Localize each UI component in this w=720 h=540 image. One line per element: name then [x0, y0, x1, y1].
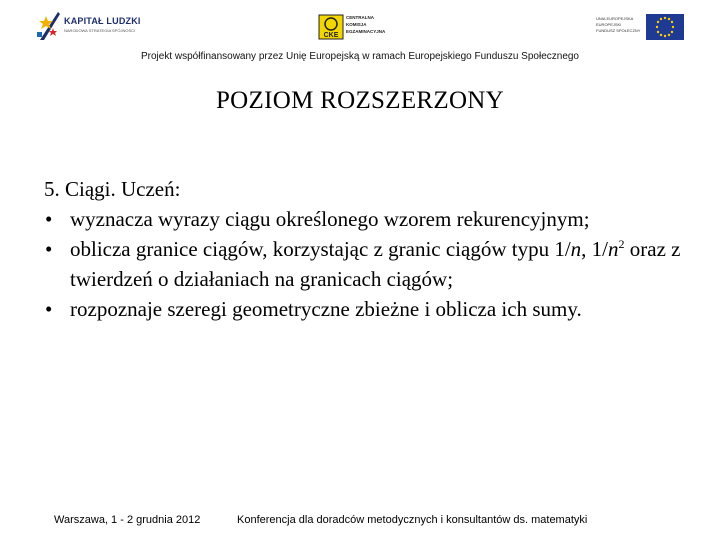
bullet-text: wyznacza wyrazy ciągu określonego wzorem rekurencyjnym; [70, 207, 590, 231]
list-item [44, 204, 684, 234]
kapital-ludzki-title: KAPITAŁ LUDZKI [64, 16, 141, 26]
bullet-text-part: oraz z twierdzeń o działaniach na granicach ciągów; [70, 237, 681, 291]
math-exponent: 2 [618, 237, 625, 251]
logo-bar [0, 0, 720, 48]
funding-note: Projekt współfinansowany przez Unię Europejską w ramach Europejskiego Funduszu Społecznego [140, 51, 579, 62]
eu-logo-text: UNIA EUROPEJSKA EUROPEJSKI FUNDUSZ SPOŁECZNY [596, 16, 641, 33]
eu-logo [592, 12, 684, 42]
footer [0, 514, 720, 532]
kapital-ludzki-subtitle: NARODOWA STRATEGIA SPÓJNOŚCI [64, 28, 136, 33]
bullet-list [44, 204, 684, 324]
slide-heading: POZIOM ROZSZERZONY [215, 87, 505, 114]
kapital-ludzki-logo [36, 10, 156, 44]
math-variable-n: n [608, 237, 619, 261]
cke-badge-text: CKE [323, 32, 339, 39]
eu-flag-icon [646, 14, 684, 40]
bullet-text: rozpoznaje szeregi geometryczne zbieżne i oblicza ich sumy. [70, 297, 582, 321]
section-content [44, 174, 684, 324]
footer-date: Warszawa, 1 - 2 grudnia 2012 [54, 514, 201, 526]
cke-logo [318, 12, 386, 46]
cke-logo-icon [318, 12, 344, 42]
bullet-marker: • [45, 297, 53, 321]
bullet-marker: • [45, 237, 53, 261]
list-item [44, 234, 684, 294]
math-variable-n: n [570, 237, 582, 261]
footer-conference: Konferencja dla doradców metodycznych i konsultantów ds. matematyki [237, 514, 588, 526]
bullet-marker: • [45, 207, 53, 231]
bullet-text [70, 237, 680, 291]
list-item [44, 294, 684, 324]
bullet-text-part: , 1/ [581, 237, 609, 261]
stars-arrow-logo-icon [36, 10, 62, 42]
section-title: 5. Ciągi. Uczeń: [44, 177, 181, 201]
cke-logo-text: CENTRALNA KOMISJA EGZAMINACYJNA [346, 15, 386, 34]
bullet-text-part: oblicza granice ciągów, korzystając z granic ciągów typu 1/ [70, 237, 571, 261]
